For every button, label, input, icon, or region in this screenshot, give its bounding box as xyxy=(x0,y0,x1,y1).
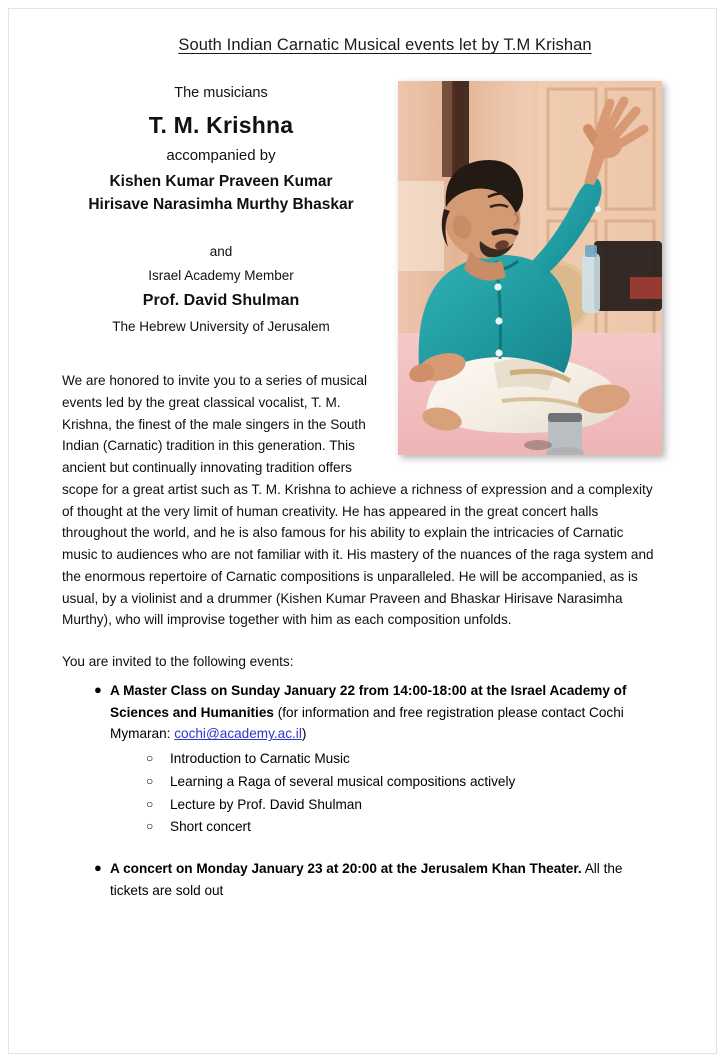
bullet-icon: ● xyxy=(94,859,102,875)
sub-bullet-icon: ○ xyxy=(146,819,154,834)
photo-illustration xyxy=(398,81,662,455)
sub-bullet-icon: ○ xyxy=(146,796,154,811)
concert-title: A concert on Monday January 23 at 20:00 at the Jerusalem Khan Theater. xyxy=(110,860,582,876)
sub-bullet-icon: ○ xyxy=(146,773,154,788)
sub-item xyxy=(146,772,662,793)
accompanied-by-label: accompanied by xyxy=(166,147,276,165)
musicians-heading: The musicians xyxy=(174,85,268,101)
master-class-details: (for information and free registration please contact Cochi Mymaran: xyxy=(110,704,624,742)
sub-item-label: Learning a Raga of several musical compositions actively xyxy=(170,773,516,789)
guest-affiliation: Israel Academy Member xyxy=(148,268,294,284)
events-list xyxy=(62,680,662,901)
bullet-icon: ● xyxy=(94,681,102,697)
event-master-class xyxy=(94,680,662,838)
accompanist-1: Kishen Kumar Praveen Kumar xyxy=(109,172,333,190)
contact-email-link[interactable]: cochi@academy.ac.il xyxy=(174,726,302,742)
and-label: and xyxy=(209,244,233,260)
master-class-close-paren: ) xyxy=(301,726,307,742)
event-concert xyxy=(94,858,662,902)
sub-bullet-icon: ○ xyxy=(146,751,154,766)
sub-item-label: Lecture by Prof. David Shulman xyxy=(170,796,362,812)
musicians-spacer xyxy=(62,216,408,242)
sub-item xyxy=(146,749,662,770)
krishna-photo xyxy=(398,81,662,455)
events-spacer xyxy=(94,842,662,858)
sub-item-label: Short concert xyxy=(170,819,251,835)
master-class-subitems xyxy=(110,749,662,838)
main-artist-name: T. M. Krishna xyxy=(148,111,294,138)
master-class-title: A Master Class on Sunday January 22 from 14:00-18:00 at the Israel Academy of Sciences and Humanities xyxy=(110,682,627,720)
sub-item xyxy=(146,817,662,838)
concert-details: All the tickets are sold out xyxy=(110,860,623,898)
musicians-block xyxy=(62,55,408,336)
document-content xyxy=(62,36,662,905)
photo-image xyxy=(398,81,662,455)
sub-item-label: Introduction to Carnatic Music xyxy=(170,751,350,767)
guest-institution: The Hebrew University of Jerusalem xyxy=(112,319,330,335)
guest-name: Prof. David Shulman xyxy=(142,292,300,310)
invitation-line: You are invited to the following events: xyxy=(62,654,294,670)
intro-paragraph: We are honored to invite you to a series of musical events led by the great classical vocalist, T. M. Krishna, the finest of the male singers in the South Indian (Carnatic) tradition in this generation. This ancient but continually innovating tradition offers scope for a great artist such as T. M. Krishna to achieve a richness of expression and a complexity of thought at the very limit of human creativity. He has appeared in the great concert halls throughout the world, and he is also famous for his ability to explain the intricacies of Carnatic music to audiences who are not familiar with it. His mastery of the nuances of the raga system and the enormous repertoire of Carnatic compositions is unparalleled. He will be accompanied, as is usual, by a violinist and a drummer (Kishen Kumar Praveen and Bhaskar Hirisave Narasimha Murthy), who will improvise together with him as each composition unfolds. xyxy=(62,373,654,628)
sub-item xyxy=(146,795,662,816)
accompanist-2: Hirisave Narasimha Murthy Bhaskar xyxy=(88,195,354,213)
page-title: South Indian Carnatic Musical events let by T.M Krishan xyxy=(178,36,592,54)
